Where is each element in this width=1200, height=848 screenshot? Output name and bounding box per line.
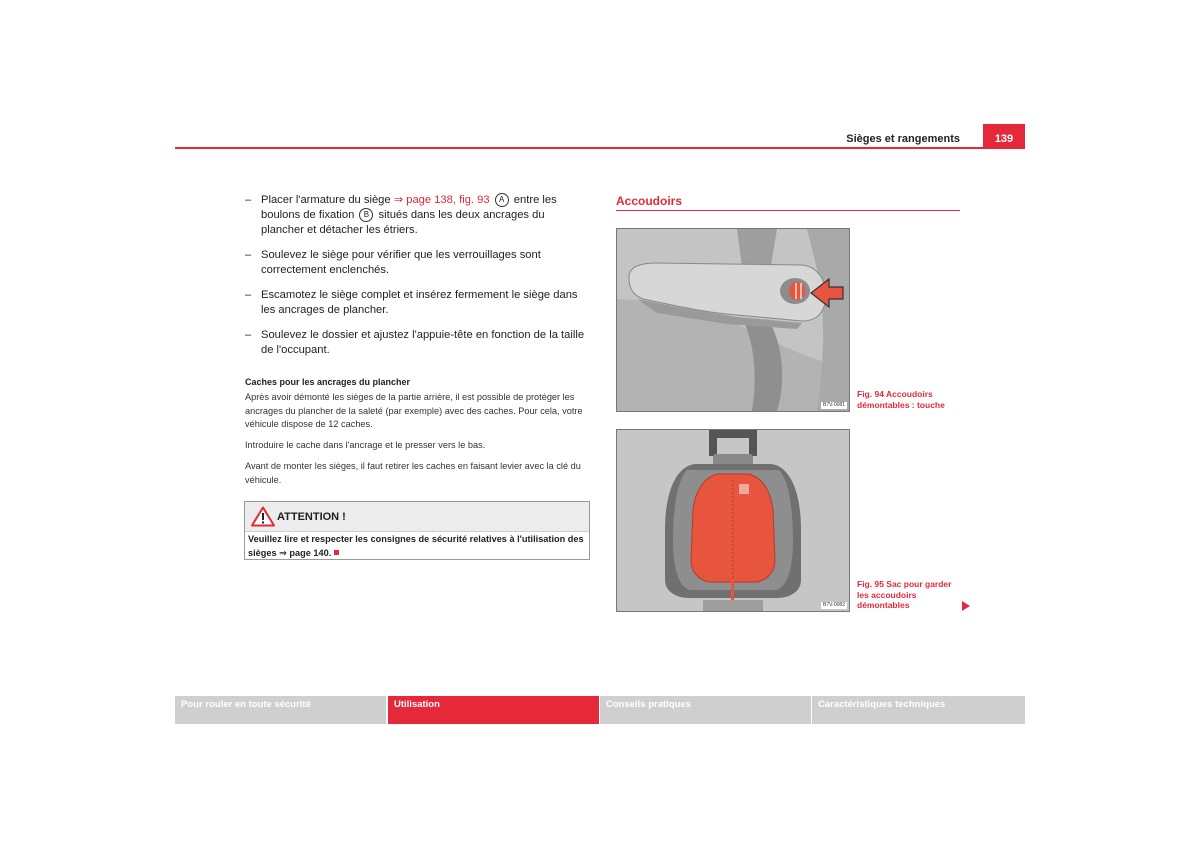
callout-b-badge: B bbox=[359, 208, 373, 222]
step-text: entre les boulons de fixation bbox=[261, 194, 557, 221]
tab-conseils-pratiques[interactable] bbox=[600, 696, 811, 724]
step-1 bbox=[245, 193, 590, 238]
step-text: Placer l'armature du siège bbox=[261, 194, 394, 206]
step-dash: – bbox=[245, 194, 252, 206]
end-marker bbox=[334, 550, 339, 555]
step-4 bbox=[245, 328, 590, 358]
header-rule bbox=[175, 147, 1025, 149]
warning-label: ATTENTION ! bbox=[277, 511, 346, 523]
armrest-bag-illustration bbox=[617, 430, 849, 611]
paragraph: Après avoir démonté les sièges de la partie arrière, il est possible de protéger les ancrages du plancher de la saleté (par exemple) avec des caches. Pour cela, votre véhicule dispose de 12 caches. bbox=[245, 392, 583, 429]
chapter-title: Sièges et rangements bbox=[846, 133, 960, 145]
warning-header bbox=[245, 502, 589, 532]
next-page-arrow-icon[interactable] bbox=[962, 601, 970, 611]
step-3 bbox=[245, 288, 590, 318]
warning-text-content: Veuillez lire et respecter les consignes de sécurité relatives à l'utilisation des sièges ⇒ page 140. bbox=[248, 534, 584, 558]
tab-label: Caractéristiques techniques bbox=[818, 699, 946, 710]
page-reference-link[interactable]: ⇒ page 138, fig. 93 bbox=[393, 194, 490, 206]
armrest-illustration bbox=[617, 229, 849, 411]
figure-95-bag-image bbox=[616, 429, 850, 612]
step-2 bbox=[245, 248, 590, 278]
tab-utilisation[interactable] bbox=[388, 696, 599, 724]
page-number: 139 bbox=[983, 124, 1025, 148]
step-text: Soulevez le siège pour vérifier que les verrouillages sont correctement enclenchés. bbox=[261, 249, 541, 276]
figure-code: B7V-0082 bbox=[823, 602, 845, 608]
tab-label: Conseils pratiques bbox=[606, 699, 691, 710]
section-rule bbox=[616, 210, 960, 211]
step-text: Escamotez le siège complet et insérez fermement le siège dans les ancrages de plancher. bbox=[261, 289, 578, 316]
step-dash: – bbox=[245, 289, 252, 301]
step-text: situés dans les deux ancrages du plancher et détacher les étriers. bbox=[261, 209, 545, 236]
paragraph: Introduire le cache dans l'ancrage et le presser vers le bas. bbox=[245, 440, 486, 450]
step-dash: – bbox=[245, 249, 252, 261]
figure-94-armrest-image bbox=[616, 228, 850, 412]
warning-text bbox=[248, 533, 586, 560]
tab-caracteristiques-techniques[interactable] bbox=[812, 696, 1025, 724]
figure-95-caption: Fig. 95 Sac pour garder les accoudoirs démontables bbox=[857, 579, 952, 610]
tab-label: Utilisation bbox=[394, 699, 440, 710]
warning-box bbox=[244, 501, 590, 560]
tab-pour-rouler-en-toute-securite[interactable] bbox=[175, 696, 386, 724]
warning-triangle-icon bbox=[251, 506, 275, 527]
tab-label: Pour rouler en toute sécurité bbox=[181, 699, 311, 710]
callout-a-badge: A bbox=[495, 193, 509, 207]
section-title: Accoudoirs bbox=[616, 194, 683, 208]
figure-94-caption: Fig. 94 Accoudoirs démontables : touche bbox=[857, 389, 945, 410]
figure-code: B7V-0081 bbox=[823, 402, 845, 408]
step-text: Soulevez le dossier et ajustez l'appuie-tête en fonction de la taille de l'occupant. bbox=[261, 329, 585, 356]
subheading: Caches pour les ancrages du plancher bbox=[245, 377, 411, 387]
step-dash: – bbox=[245, 329, 252, 341]
paragraph: Avant de monter les sièges, il faut retirer les caches en faisant levier avec la clé du véhicule. bbox=[245, 461, 581, 485]
